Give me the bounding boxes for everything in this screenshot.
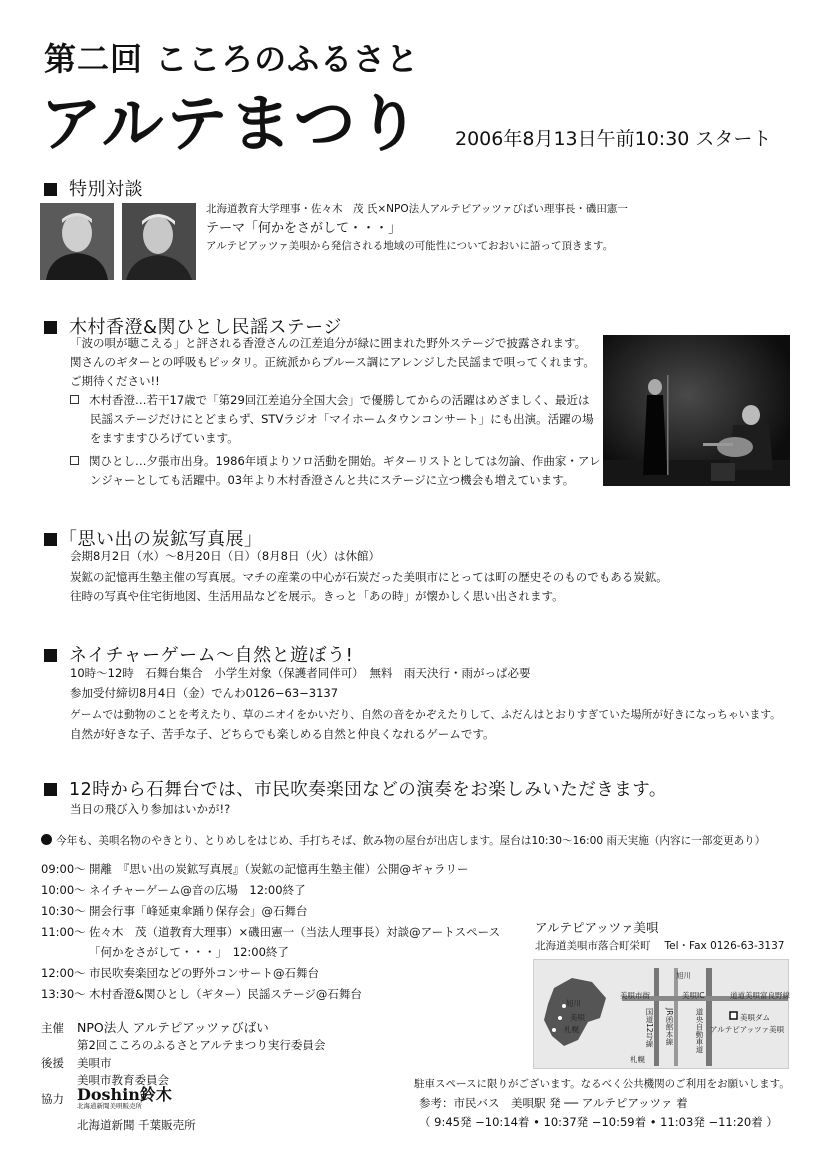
support2: 美唄市教育委員会	[77, 1073, 169, 1087]
exhibit-line: 往時の写真や住宅街地図、生活用品などを展示。きっと「あの時」が懐かしく思い出されます。	[70, 589, 564, 603]
exhibit-line: 炭鉱の記憶再生塾主催の写真展。マチの産業の中心が石炭だった美唄市にとっては町の歴史そのものでもある炭鉱。	[70, 570, 668, 584]
exhibit-period: 会期8月2日（水）〜8月20日（日）（8月8日（火）は休館）	[70, 549, 380, 563]
title-line2: アルテまつり	[40, 87, 422, 160]
bus-times: （ 9:45発 −10:14着 • 10:37発 −10:59着 • 11:03発 −11:20着 ）	[419, 1115, 778, 1129]
folk-section-title: 木村香澄&関ひとし民謡ステージ	[44, 313, 342, 339]
folk-line: 関さんのギターとの呼吸もピッタリ。正統派からブルース調にアレンジした民謡まで唄ってくれます。	[70, 355, 595, 369]
square-bullet-icon	[44, 183, 57, 196]
exhibit-section-title: 「思い出の炭鉱写真展」	[44, 525, 263, 551]
coop-label: 協力	[41, 1092, 64, 1106]
bus-info: 参考：市民バス 美唄駅 発 ── アルテピアッツァ 着	[419, 1096, 688, 1110]
venue-name: アルテピアッツァ美唄	[535, 920, 659, 935]
portrait-icon	[40, 203, 114, 280]
parking-note: 駐車スペースに限りがございます。なるべく公共機関のご利用をお願いします。	[414, 1078, 790, 1090]
schedule-item: 12:00〜 市民吹奏楽団などの野外コンサート@石舞台	[41, 966, 319, 980]
square-bullet-icon	[44, 321, 57, 334]
checkbox-square-icon	[70, 395, 79, 404]
stage-performance-icon	[603, 335, 790, 486]
seki-profile: 関ひとし…夕張市出身。1986年頃よりソロ活動を開始。ギターリストとしては勿論、作曲家・アレ	[70, 452, 600, 471]
square-bullet-icon	[44, 783, 57, 796]
nature-line: ゲームでは動物のことを考えたり、草のニオイをかいだり、自然の音をかぞえたりして、ふだんはとおりすぎていた場所が好きになっちゃいます。	[70, 708, 781, 721]
portrait-icon	[122, 203, 196, 280]
concert-section-title: 12時から石舞台では、市民吹奏楽団などの演奏をお楽しみいただきます。	[44, 776, 667, 801]
square-bullet-icon	[44, 533, 57, 546]
bullet-dot-icon	[41, 834, 52, 845]
talk-theme: テーマ「何かをさがして・・・」	[206, 221, 402, 236]
kimura-profile-cont: 民謡ステージだけにとどまらず、STVラジオ「マイホームタウンコンサート」にも出演。活躍の場	[90, 412, 594, 426]
schedule-item: 10:00〜 ネイチャーゲーム@音の広場 12:00終了	[41, 883, 306, 897]
stalls-note: 今年も、美唄名物のやきとり、とりめしをはじめ、手打ちそば、飲み物の屋台が出店します。屋台は10:30〜16:00 雨天実施（内容に一部変更あり）	[41, 832, 765, 850]
talk-description: アルテピアッツァ美唄から発信される地域の可能性についておおいに語って頂きます。	[206, 240, 614, 252]
schedule-item: 10:30〜 開会行事「峰延東傘踊り保存会」@石舞台	[41, 904, 308, 918]
schedule-list	[41, 860, 500, 1006]
stage-photo	[603, 335, 790, 486]
host-sub: 第2回こころのふるさとアルテまつり実行委員会	[77, 1038, 326, 1052]
schedule-item: 13:30〜 木村香澄&関ひとし（ギター）民謡ステージ@石舞台	[41, 987, 362, 1001]
concert-sub: 当日の飛び入り参加はいかが!?	[70, 802, 231, 816]
nature-section-title: ネイチャーゲーム〜自然と遊ぼう!	[44, 641, 353, 667]
schedule-item: 「何かをさがして・・・」 12:00終了	[89, 945, 289, 959]
talk-section-title: 特別対談	[44, 175, 143, 201]
access-map: 旭川 美唄 札幌 旭川 美唄市街 美唄IC 道道美唄富良野線 美唄ダム アルテピアッツァ美唄 国道12号線 JR函館本線 道央自動車道 札幌	[533, 959, 789, 1069]
checkbox-square-icon	[70, 456, 79, 465]
nature-line: 自然が好きな子、苦手な子、どちらでも楽しめる自然と仲良くなれるゲームです。	[70, 727, 495, 741]
kimura-profile: 木村香澄…若干17歳で「第29回江差追分全国大会」で優勝してからの活躍はめざましく、最近は	[70, 391, 590, 410]
event-datetime: 2006年8月13日午前10:30 スタート	[455, 128, 772, 150]
doshin-logo: Doshin鈴木 北海道新聞美唄販売所	[77, 1085, 172, 1110]
venue-address-row: 北海道美唄市落合町栄町 Tel・Fax 0126-63-3137	[535, 940, 785, 952]
nature-line: 10時〜12時 石舞台集合 小学生対象（保護者同伴可） 無料 雨天決行・雨がっぱ必要	[70, 666, 531, 680]
schedule-item: 09:00〜 開離 『思い出の炭鉱写真展』（炭鉱の記憶再生塾主催）公開@ギャラリー	[41, 862, 469, 876]
talk-speakers: 北海道教育大学理事・佐々木 茂 氏×NPO法人アルテピアッツァびばい理事長・磯田憲一	[206, 203, 628, 215]
coop-name: 北海道新聞 千葉販売所	[77, 1118, 196, 1132]
folk-line: ご期待ください!!	[70, 374, 160, 388]
seki-profile-cont: ンジャーとしても活躍中。03年より木村香澄さんと共にステージに立つ機会も増えています。	[90, 473, 575, 487]
photo-isoda	[122, 203, 196, 280]
nature-line: 参加受付締切8月4日（金）でんわ0126−63−3137	[70, 686, 339, 700]
photo-sasaki	[40, 203, 114, 280]
host-row: 主催 NPO法人 アルテピアッツァびばい	[41, 1020, 269, 1035]
kimura-profile-cont: をますますひろげています。	[90, 431, 239, 445]
folk-line: 「波の唄が聴こえる」と評される香澄さんの江差追分が緑に囲まれた野外ステージで披露されます。	[70, 336, 587, 350]
schedule-item: 11:00〜 佐々木 茂（道教育大理事）×磯田憲一（当法人理事長）対談@アートスペース	[41, 925, 501, 939]
title-line1: 第二回 こころのふるさと	[44, 40, 420, 78]
support-row: 後援 美唄市	[41, 1056, 112, 1070]
square-bullet-icon	[44, 649, 57, 662]
